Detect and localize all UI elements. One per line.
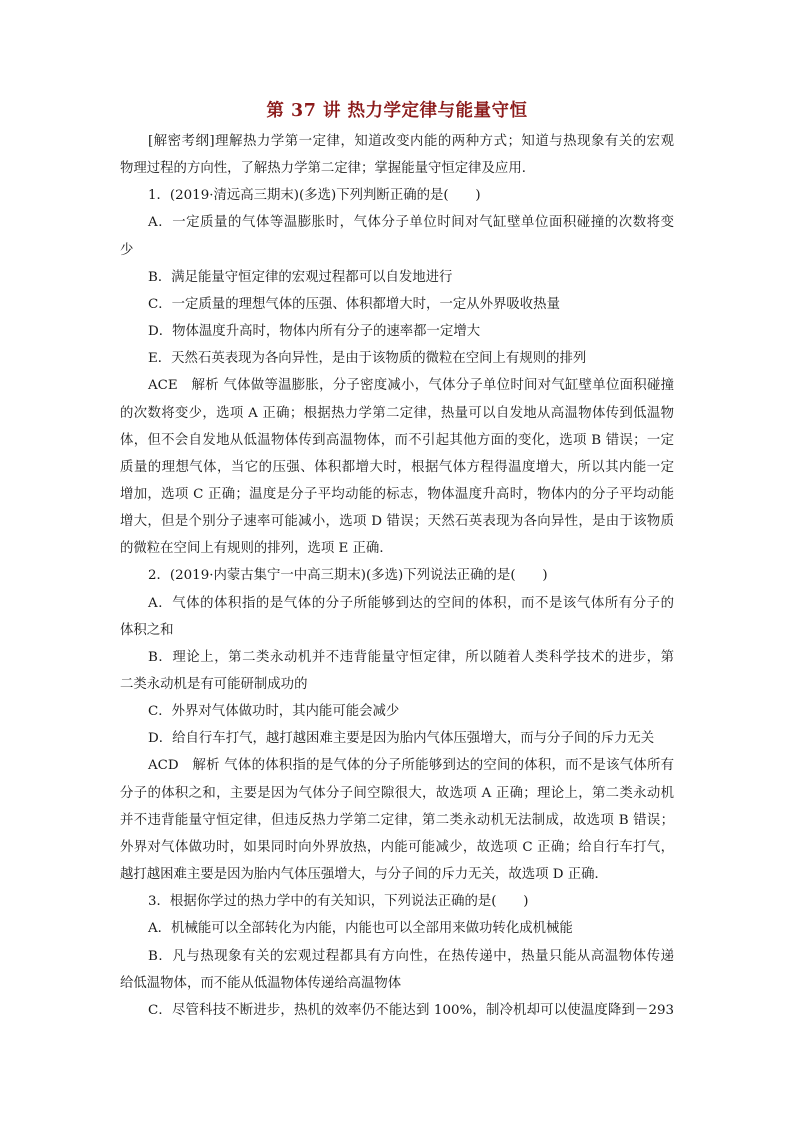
text-line: ACE 解析 气体做等温膨胀，分子密度减小，气体分子单位时间对气缸壁单位面积碰撞: [148, 378, 674, 394]
text-line: D．给自行车打气，越打越困难主要是因为胎内气体压强增大，而与分子间的斥力无关: [148, 731, 655, 747]
text-line: C．一定质量的理想气体的压强、体积都增大时，一定从外界吸收热量: [148, 296, 560, 312]
text-line: C．尽管科技不断进步，热机的效率仍不能达到 100%，制冷机却可以使温度降到－293: [148, 1002, 674, 1018]
text-line: 给低温物体，而不能从低温物体传递给高温物体: [120, 975, 402, 991]
text-line: A．气体的体积指的是气体的分子所能够到达的空间的体积，而不是该气体所有分子的: [148, 595, 674, 611]
text-line: ACD 解析 气体的体积指的是气体的分子所能够到达的空间的体积，而不是该气体所有: [148, 758, 674, 774]
text-line: 并不违背能量守恒定律，但违反热力学第二定律，第二类永动机无法制成，故选项 B 错误；: [120, 812, 674, 828]
text-line: E．天然石英表现为各向异性，是由于该物质的微粒在空间上有规则的排列: [148, 351, 587, 367]
text-line: 的微粒在空间上有规则的排列，选项 E 正确．: [120, 541, 393, 557]
text-line: 越打越困难主要是因为胎内气体压强增大，与分子间的斥力无关，故选项 D 正确．: [120, 867, 608, 882]
text-line: 体，但不会自发地从低温物体传到高温物体，而不引起其他方面的变化，选项 B 错误；一定: [120, 432, 674, 448]
text-line: 2．(2019·内蒙古集宁一中高三期末)(多选)下列说法正确的是( ): [148, 568, 548, 584]
text-line: A．一定质量的气体等温膨胀时，气体分子单位时间对气缸壁单位面积碰撞的次数将变: [148, 215, 674, 231]
text-line: 的次数将变少，选项 A 正确；根据热力学第二定律，热量可以自发地从高温物体传到低温物: [120, 405, 674, 421]
text-line: 外界对气体做功时，如果同时向外界放热，内能可能减少，故选项 C 正确；给自行车打气，: [120, 839, 674, 855]
text-line: D．物体温度升高时，物体内所有分子的速率都一定增大: [148, 324, 481, 339]
text-line: 二类永动机是有可能研制成功的: [120, 677, 308, 692]
text-line: 1．(2019·清远高三期末)(多选)下列判断正确的是( ): [148, 188, 481, 204]
text-line: [解密考纲]理解热力学第一定律，知道改变内能的两种方式；知道与热现象有关的宏观: [148, 134, 674, 149]
text-line: 少: [120, 242, 134, 258]
text-line: C．外界对气体做功时，其内能可能会减少: [148, 704, 400, 720]
text-line: 3．根据你学过的热力学中的有关知识，下列说法正确的是( ): [148, 894, 529, 910]
text-line: 物理过程的方向性，了解热力学第二定律；掌握能量守恒定律及应用．: [120, 161, 536, 177]
text-line: B．理论上，第二类永动机并不违背能量守恒定律，所以随着人类科学技术的进步，第: [148, 649, 674, 665]
text-line: 质量的理想气体，当它的压强、体积都增大时，根据气体方程得温度增大，所以其内能一定: [120, 459, 674, 475]
text-line: A．机械能可以全部转化为内能，内能也可以全部用来做功转化成机械能: [148, 921, 573, 937]
text-line: B．满足能量守恒定律的宏观过程都可以自发地进行: [148, 269, 453, 285]
text-line: B．凡与热现象有关的宏观过程都具有方向性，在热传递中，热量只能从高温物体传递: [148, 948, 674, 964]
page-title: 第 37 讲 热力学定律与能量守恒: [266, 101, 528, 121]
text-line: 增加，选项 C 正确；温度是分子平均动能的标志，物体温度升高时，物体内的分子平均动能: [120, 486, 674, 502]
text-line: 分子的体积之和，主要是因为气体分子间空隙很大，故选项 A 正确；理论上，第二类永动机: [120, 785, 674, 801]
text-line: 增大，但是个别分子速率可能减小，选项 D 错误；天然石英表现为各向异性，是由于该物质: [120, 514, 674, 530]
text-line: 体积之和: [120, 622, 174, 638]
